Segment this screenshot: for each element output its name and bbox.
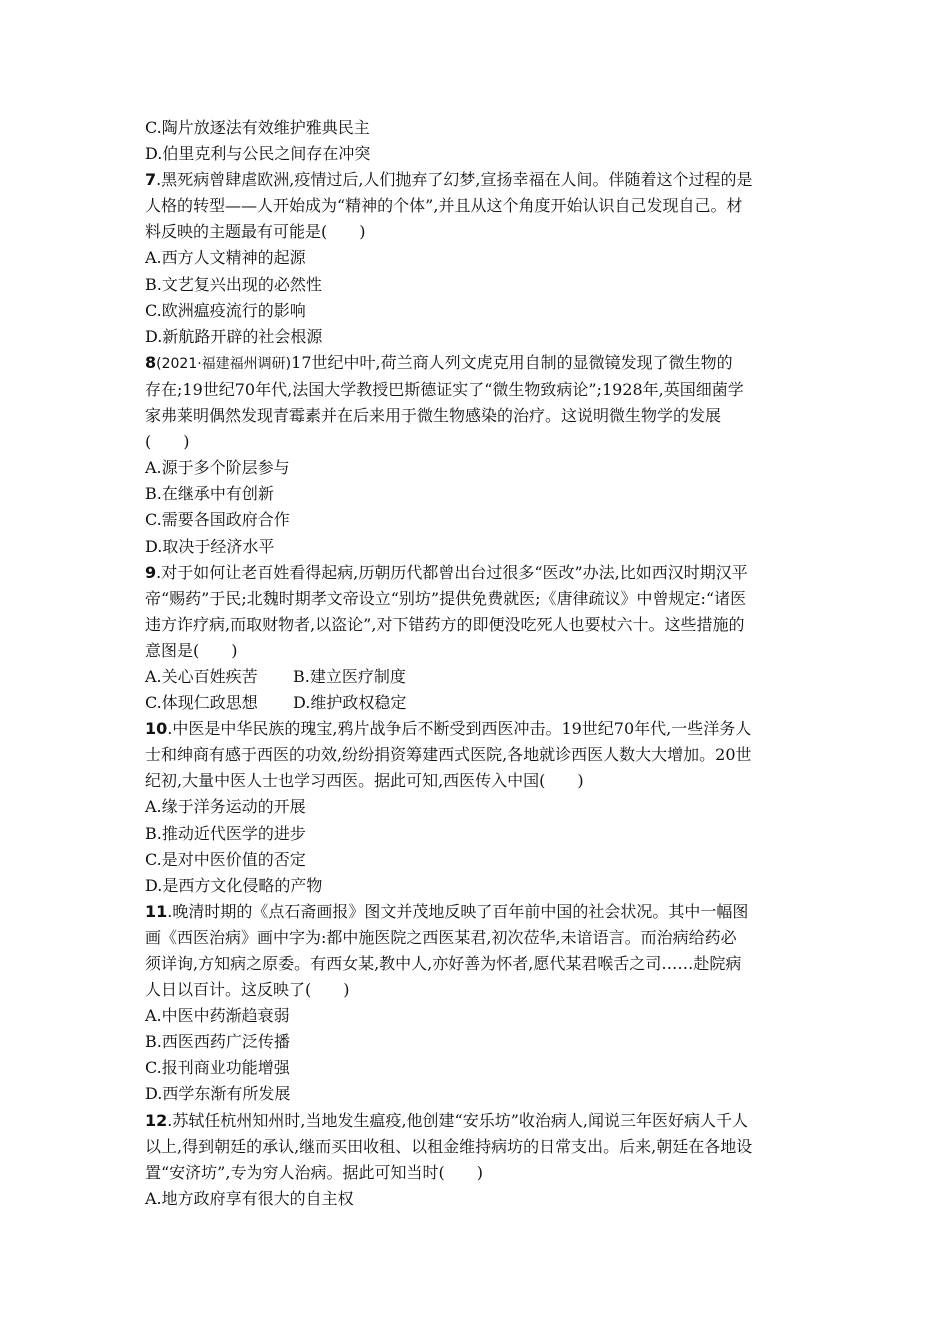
question-12 [145,1108,810,1212]
question-7-line-1 [145,167,810,193]
question-9-line-2: 帝“赐药”于民;北魏时期孝文帝设立“别坊”提供免费就医;《唐律疏议》中曾规定:“诸医 [145,588,747,608]
option-9b: B.建立医疗制度 [293,666,406,686]
question-text: .晚清时期的《点石斋画报》图文并茂地反映了百年前中国的社会状况。其中一幅图 [167,901,749,921]
question-10-line-3: 纪初,大量中医人士也学习西医。据此可知,西医传入中国( ) [145,771,584,791]
option-9d: D.维护政权稳定 [293,693,407,713]
question-number: 9 [145,562,157,582]
option-9a: A.关心百姓疾苦 [145,666,258,686]
option-12a: A.地方政府享有很大的自主权 [145,1188,354,1208]
question-7 [145,167,810,350]
question-11-line-3: 须详询,方知病之原委。有西女某,教中人,亦好善为怀者,愿代某君喉舌之司……赴院病 [145,954,742,973]
option-11d: D.西学东渐有所发展 [145,1084,291,1104]
question-number: 7 [145,170,157,190]
option-row-9cd [145,690,810,716]
question-7-line-2: 人格的转型——人开始成为“精神的个体”,并且从这个角度开始认识自己发现自己。材 [145,196,743,216]
option-7b: B.文艺复兴出现的必然性 [145,274,322,294]
question-11-line-1 [145,899,810,925]
document-page [145,115,810,1212]
question-number: 11 [145,901,168,921]
question-8-line-1 [145,350,810,377]
option-row-9ab [145,664,810,690]
question-number: 8 [145,352,157,372]
question-8-line-4: ( ) [145,432,190,452]
question-text: .黑死病曾肆虐欧洲,疫情过后,人们抛弃了幻梦,宣扬幸福在人间。伴随着这个过程的是 [156,170,753,190]
option-10c: C.是对中医价值的否定 [145,849,306,869]
question-9-line-1 [145,560,810,586]
option-6c: C.陶片放逐法有效维护雅典民主 [145,118,370,137]
option-10d: D.是西方文化侵略的产物 [145,875,323,895]
question-8-line-2: 存在;19世纪70年代,法国大学教授巴斯德证实了“微生物致病论”;1928年,英国细菌学 [145,379,744,399]
question-12-line-2: 以上,得到朝廷的承认,继而买田收租、以租金维持病坊的日常支出。后来,朝廷在各地设 [145,1136,753,1156]
question-9-line-4: 意图是( ) [145,640,238,660]
option-9c: C.体现仁政思想 [145,693,258,713]
question-number: 10 [145,719,168,739]
question-text: .苏轼任杭州知州时,当地发生瘟疫,他创建“安乐坊”收治病人,闻说三年医好病人千人 [167,1110,748,1130]
question-9 [145,560,810,717]
option-7c: C.欧洲瘟疫流行的影响 [145,300,306,320]
option-11b: B.西医西药广泛传播 [145,1032,290,1052]
option-7d: D.新航路开辟的社会根源 [145,326,323,346]
question-text: .对于如何让老百姓看得起病,历朝历代都曾出台过很多“医改”办法,比如西汉时期汉平 [156,562,748,582]
option-10b: B.推动近代医学的进步 [145,823,306,843]
question-11-line-4: 人日以百计。这反映了( ) [145,980,350,1000]
question-10 [145,716,810,899]
question-11-line-2: 画《西医治病》画中字为:都中施医院之西医某君,初次莅华,未谙语言。而治病给药必 [145,927,737,947]
option-8a: A.源于多个阶层参与 [145,458,290,478]
question-9-line-3: 违方诈疗病,而取财物者,以盗论”,对下错药方的即便没吃死人也要杖六十。这些措施的 [145,614,745,634]
option-8c: C.需要各国政府合作 [145,510,290,530]
option-11c: C.报刊商业功能增强 [145,1058,290,1078]
question-10-line-2: 士和绅商有感于西医的功效,纷纷捐资筹建西式医院,各地就诊西医人数大大增加。20世 [145,745,752,765]
question-8 [145,350,810,560]
option-6d: D.伯里克利与公民之间存在冲突 [145,144,371,164]
option-8b: B.在继承中有创新 [145,484,274,504]
question-7-line-3: 料反映的主题最有可能是( ) [145,222,366,242]
question-8-line-3: 家弗莱明偶然发现青霉素并在后来用于微生物感染的治疗。这说明微生物学的发展 [145,406,722,426]
question-source: (2021·福建福州调研) [156,355,292,372]
question-12-line-1 [145,1108,810,1134]
question-10-line-1 [145,716,810,742]
option-10a: A.缘于洋务运动的开展 [145,797,306,817]
question-text: .中医是中华民族的瑰宝,鸦片战争后不断受到西医冲击。19世纪70年代,一些洋务人 [167,719,752,739]
option-7a: A.西方人文精神的起源 [145,248,306,268]
question-11 [145,899,810,1108]
option-8d: D.取决于经济水平 [145,536,275,556]
question-text: 17世纪中叶,荷兰商人列文虎克用自制的显微镜发现了微生物的 [291,352,733,372]
option-11a: A.中医中药渐趋衰弱 [145,1006,290,1026]
question-12-line-3: 置“安济坊”,专为穷人治病。据此可知当时( ) [145,1162,483,1182]
question-number: 12 [145,1110,168,1130]
